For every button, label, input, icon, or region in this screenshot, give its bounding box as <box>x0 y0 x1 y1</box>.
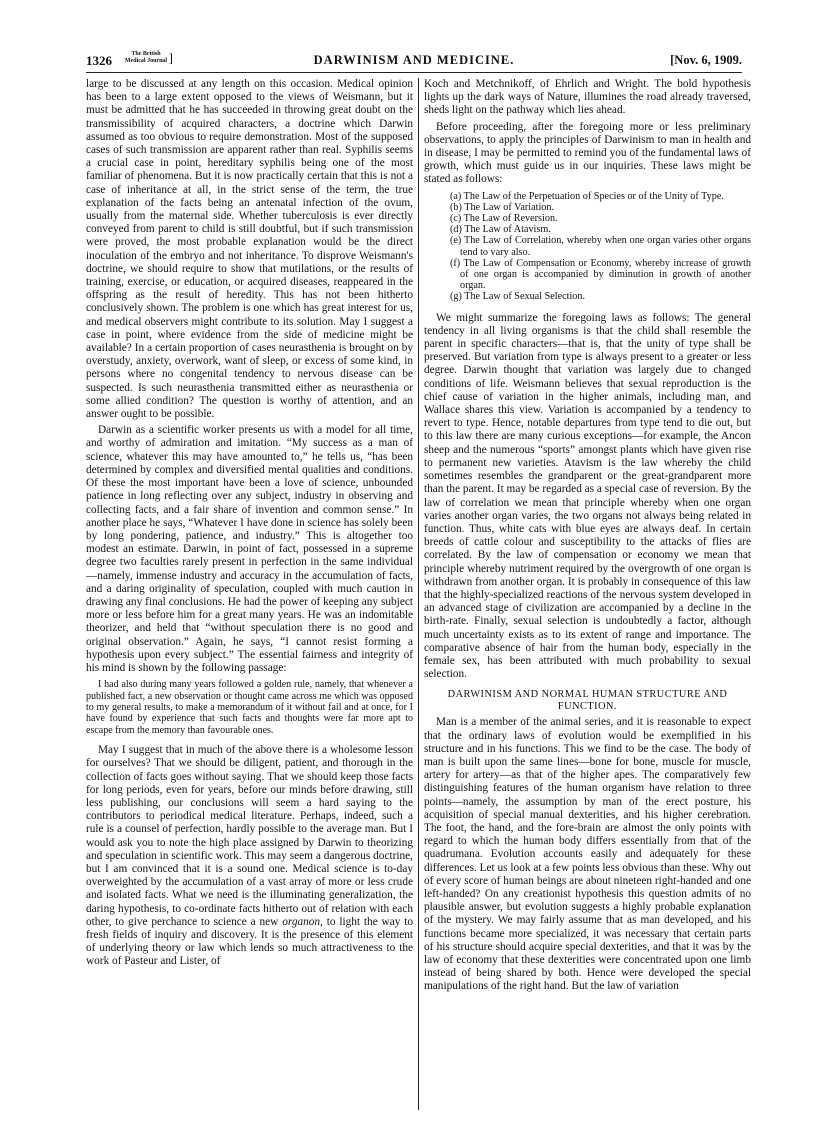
lesson-text-end: , to light the way to fresh fields of inquiry and discovery. It is the presence of this element of underlying theory or law which lends so much attractiveness to the work of Pasteur and Lister, of <box>86 915 413 968</box>
issue-date: [Nov. 6, 1909. <box>670 53 742 67</box>
paragraph-lesson <box>86 744 413 968</box>
paragraph-human-structure: Man is a member of the animal series, and it is reasonable to expect that the ordinary laws of evolution would be exemplified in his structure and in his functions. This we find to be the case. The body of man is built upon the same lines—bone for bone, muscle for muscle, artery for artery—as that of the higher apes. The comparatively few distinguishing features of the human organism have relation to three points—namely, the assumption by man of the erect posture, his acquisition of special manual dexterities, and his higher cerebration. The foot, the hand, and the fore-brain are almost the only points with regard to which the human body differs essentially from that of the quadrumana. Evolution accounts easily and adequately for these differences. Let us look at a few points less obvious than these. Why out of every score of human beings are about nineteen right-handed and one left-handed? On any creationist hypothesis this question admits of no plausible answer, but evolution suggests a highly probable explanation of the mystery. We may fairly assume that as man developed, and his functions became more specialized, it was necessary that certain parts of his structure should acquire special dexterities, and that it was by the law of economy that these dexterities were concentrated upon one limb instead of being shared by both. Hence were developed the special manipulations of the right hand. But the law of variation <box>424 716 751 993</box>
journal-bracket: ] <box>168 50 173 65</box>
paragraph-laws-summary: We might summarize the foregoing laws as follows: The general tendency in all living organisms is that the child shall resemble the parent in specific characters—that is, that the unity of type shall be preserved. But variation from type is always present to a greater or less degree. Darwin thought that variation was largely due to changed conditions of life. Weismann believes that sexual reproduction is the chief cause of variation in the higher animals, including man, and Wallace shares this view. Variation is accompanied by a tendency to revert to type. Hence, notable departures from type tend to die out, but to this law there are many curious exceptions—for example, the Ancon sheep and the numerous “sports” amongst plants which have given rise to permanent new varieties. Atavism is the law whereby the child sometimes resembles the grandparent or the great-grandparent more than the parent. It may be regarded as a special case of reversion. By the law of correlation we mean that principle whereby when one organ varies another organ varies, the two organs not always being related in function. Thus, white cats with blue eyes are always deaf. In certain breeds of cattle colour and susceptibility to the attacks of flies are correlated. By the law of compensation or economy we mean that principle whereby nutriment required by the overgrowth of one organ is withdrawn from another organ. It is probably in consequence of this law that the highly-specialized reactions of the nervous system developed in an advanced stage of civilization are accompanied by a decline in the birth-rate. Finally, sexual selection is undoubtedly a factor, although much uncertainty exists as to its extent of range and importance. The comparative absence of hair from the human body, especially in the female sex, has been attributed with much probability to sexual selection. <box>424 311 751 681</box>
organon-word: organon <box>282 915 321 928</box>
journal-name-line2: Medical Journal <box>124 57 168 64</box>
journal-name-line1: The British <box>131 51 161 57</box>
paragraph-koch: Koch and Metchnikoff, of Ehrlich and Wright. The bold hypothesis lights up the dark ways of Nature, illumines the road already traversed, sheds light on the pathway which lies ahead. <box>424 78 751 117</box>
right-column <box>424 78 751 1114</box>
paragraph-laws-intro: Before proceeding, after the foregoing more or less preliminary observations, to apply the principles of Darwinism to man in health and in disease, I may be permitted to remind you of the fundamental laws of growth, which must guide us in our inquiries. These laws might be stated as follows: <box>424 120 751 186</box>
law-item: (b) The Law of Variation. <box>450 201 555 213</box>
page-header <box>86 50 742 73</box>
law-item: (e) The Law of Correlation, whereby when one organ varies other organs tend to vary also. <box>450 235 751 258</box>
running-title: DARWINISM AND MEDICINE. <box>313 53 515 67</box>
law-item: (f) The Law of Compensation or Economy, whereby increase of growth of one organ is accompanied by diminution in growth of another organ. <box>450 257 751 292</box>
law-item: (c) The Law of Reversion. <box>450 213 558 225</box>
law-item: (g) The Law of Sexual Selection. <box>450 291 586 303</box>
lesson-text-start: May I suggest that in much of the above there is a wholesome lesson for ourselves? That we should be diligent, patient, and thorough in the collection of facts goes without saying. That we should keep those facts for long periods, even for years, before our minds before drawing, still less publishing, our conclusions will seem a hard saying to the contributors to periodical medical literature. Perhaps, indeed, such a rule is a counsel of perfection, hardly possible to the average man. But I would ask you to note the high place assigned by Darwin to theorizing and speculation in scientific work. This may seem a dangerous doctrine, but I am convinced that it is a sound one. Medical science is to-day overweighted by the accumulation of a vast array of more or less crude and isolated facts. What we need is the illuminating generalization, the daring hypothesis, to co-ordinate facts hitherto out of relation with each other, to give perchance to science a new <box>86 744 413 928</box>
column-divider <box>418 78 419 1110</box>
darwin-quotation: I had also during many years followed a golden rule, namely, that whenever a published fact, a new observation or thought came across me which was opposed to my general results, to make a memorandum of it without fail and at once, for I have found by experience that such facts and thoughts were far more apt to escape from the memory than favourable ones. <box>86 679 413 736</box>
paragraph-darwin-model: Darwin as a scientific worker presents us with a model for all time, and worthy of admiration and imitation. “My success as a man of science, whatever this may have amounted to,” he tells us, “has been determined by complex and diversified mental qualities and conditions. Of these the most important have been a love of science, unbounded patience in long reflecting over any subject, industry in observing and collecting facts, and a fair share of invention and common sense.” In another place he says, “Whatever I have done in science has solely been by long pondering, patience, and industry.” This is altogether too modest an estimate. Darwin, in point of fact, possessed in a supreme degree two faculties rarely present in perfection in the same individual—namely, immense industry and accuracy in the accumulation of facts, and a daring originality of speculation, coupled with much caution in drawing any final conclusions. He had the power of keeping any subject more or less before him for a great many years. He was an indomitable theorizer, and held that “without speculation there is no good and original observation.” Again, he says, “I cannot resist forming a hypothesis upon every subject.” The essential fairness and integrity of his mind is shown by the following passage: <box>86 424 413 674</box>
law-item: (a) The Law of the Perpetuation of Species or of the Unity of Type. <box>450 190 724 202</box>
paragraph-weismann: large to be discussed at any length on this occasion. Medical opinion has been to a large extent opposed to the views of Weismann, but it must be admitted that he has succeeded in throwing great doubt on the transmissibility of acquired characters, a doctrine which Darwin assumed as too obvious to require demonstration. Most of the supposed cases of such transmission are apparent rather than real. Syphilis seems a crucial case in point, hereditary syphilis being one of the most familiar of phenomena. But it is now practically certain that this is not a case of inheritance at all, in the strict sense of the term, the true explanation of the facts being an antenatal infection of the ovum, usually from the maternal side. Whether tuberculosis is ever directly conveyed from parent to child is still doubtful, but if such transmission were proved, the most probable explanation would be the direct inoculation of the embryo and not inheritance. To disprove Weismann's doctrine, we should require to show that mutilations, or the results of training, exercise, or education, or acquired diseases, reappeared in the offspring as the result of heredity. This has not been hitherto conclusively shown. The problem is one which has great interest for us, and medical observers might contribute to its solution. May I suggest a case in point, where evidence from the side of medicine might be available? In a certain proportion of cases neurasthenia is brought on by overstudy, anxiety, overwork, want of sleep, or excess of some kind, in persons where no congenital tendency to nervous disease can be suspected. Is such neurasthenia transmitted either as neurasthenia or some allied condition? The question is worthy of attention, and an answer ought to be possible. <box>86 78 413 421</box>
law-item: (d) The Law of Atavism. <box>450 224 551 236</box>
page-number: 1326 <box>86 53 112 68</box>
laws-list <box>424 191 751 303</box>
section-heading: DARWINISM AND NORMAL HUMAN STRUCTURE AND FUNCTION. <box>447 689 728 713</box>
left-column <box>86 78 413 1114</box>
